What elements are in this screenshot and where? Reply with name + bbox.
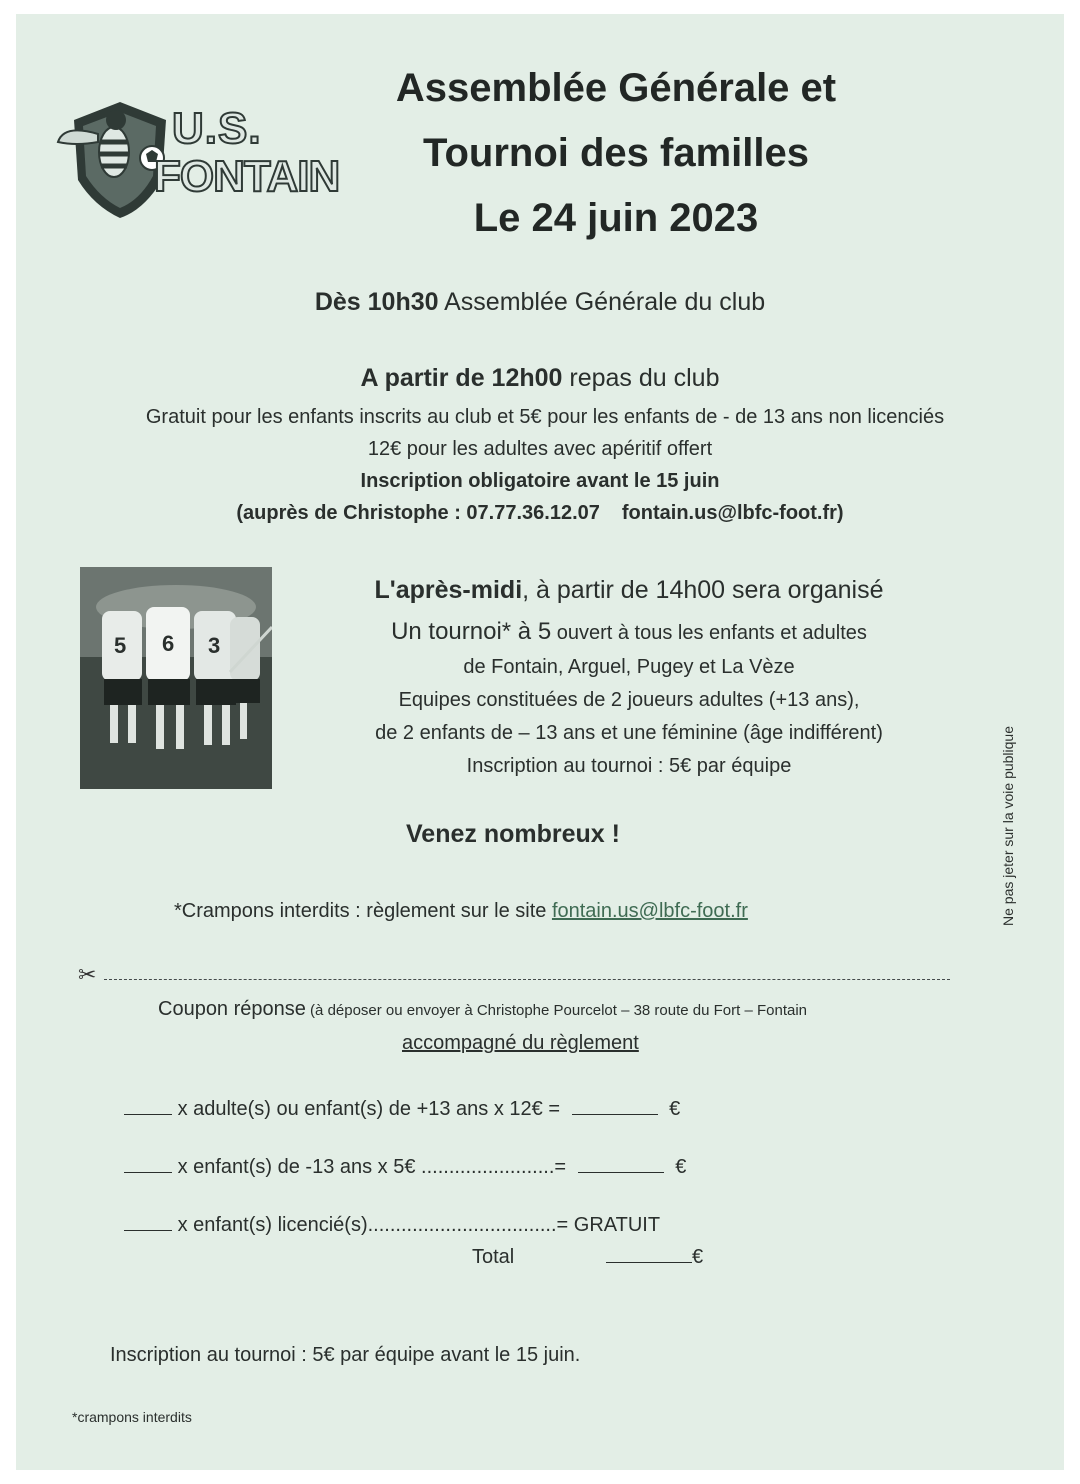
logo-text-us: U.S. [172,104,262,153]
title-line-2: Tournoi des familles [423,131,809,175]
team-huddle-photo [80,567,272,789]
footnote: *crampons interdits [72,1409,192,1425]
repas-text: repas du club [562,364,720,392]
total-euro: € [692,1246,704,1268]
crampons-link[interactable]: fontain.us@lbfc-foot.fr [551,900,748,922]
cut-line [104,979,950,980]
contact-email: fontain.us@lbfc-foot.fr [621,502,837,524]
total-amount-field[interactable] [606,1246,692,1263]
qty-adults-field[interactable] [124,1098,172,1115]
footer-line: Inscription au tournoi : 5€ par équipe avant le 15 juin. [110,1344,581,1366]
ag-line [16,288,1064,317]
contact-phone: 07.77.36.12.07 [466,502,600,524]
crampons-text: *Crampons interdits : règlement sur le site [174,900,552,922]
total-label: Total [472,1246,515,1268]
tournoi-line-1-rest: ouvert à tous les enfants et adultes [551,622,867,644]
row-3-label: x enfant(s) licencié(s)..................................= GRATUIT [177,1214,661,1236]
crampons-line [174,900,748,923]
ag-time: Dès 10h30 [314,288,439,316]
ag-text: Assemblée Générale du club [438,288,766,316]
title-line-3: Le 24 juin 2023 [473,196,759,240]
svg-text:6: 6 [162,631,175,656]
tournoi-heading [304,576,954,605]
title-line-1: Assemblée Générale et [395,66,837,110]
flyer-sheet [16,14,1064,1470]
page-title [266,56,966,251]
repas-line-3: Inscription obligatoire avant le 15 juin [360,470,720,492]
side-note: Ne pas jeter sur la voie publique [1000,725,1016,926]
repas-heading [16,364,1064,393]
coupon-row-3 [124,1214,660,1237]
coupon-title-line [158,998,807,1021]
row-2-euro: € [675,1156,687,1178]
tournoi-line-1 [304,618,954,646]
row-1-euro: € [669,1098,681,1120]
contact-suffix: ) [836,502,844,524]
coupon-row-1 [124,1098,680,1121]
row-2-label: x enfant(s) de -13 ans x 5€ ........................= [177,1156,567,1178]
svg-text:3: 3 [208,633,221,658]
tournoi-line-2: de Fontain, Arguel, Pugey et La Vèze [463,656,795,678]
tournoi-line-4: de 2 enfants de – 13 ans et une féminine (âge indifférent) [375,722,883,744]
team-huddle-image [80,567,272,789]
coupon-title: Coupon réponse [158,998,306,1020]
coupon-subtitle: accompagné du règlement [402,1032,639,1054]
tournoi-line-3: Equipes constituées de 2 joueurs adultes (+13 ans), [398,689,860,711]
repas-contact [16,502,1064,525]
qty-licensed-field[interactable] [124,1214,172,1231]
amount-children-field[interactable] [578,1156,664,1173]
amount-adults-field[interactable] [572,1098,658,1115]
coupon-row-2 [124,1156,686,1179]
repas-line-2: 12€ pour les adultes avec apéritif offert [367,438,713,460]
repas-time: A partir de 12h00 [360,364,563,392]
tournoi-head-bold: L'après-midi [374,576,523,604]
qty-children-field[interactable] [124,1156,172,1173]
total-row [606,1246,703,1269]
venez-nombreux: Venez nombreux ! [406,820,620,848]
logo-text-fontain: FONTAIN [154,152,340,201]
tournoi-head-rest: , à partir de 14h00 sera organisé [522,576,884,604]
repas-line-1: Gratuit pour les enfants inscrits au club et 5€ pour les enfants de - de 13 ans non licenciés [145,406,945,428]
tournoi-line-5: Inscription au tournoi : 5€ par équipe [466,755,792,777]
tournoi-line-1-big: Un tournoi* à 5 [391,618,552,645]
coupon-detail: (à déposer ou envoyer à Christophe Pourcelot – 38 route du Fort – Fontain [305,1002,808,1019]
contact-prefix: (auprès de Christophe : [236,502,467,524]
row-1-label: x adulte(s) ou enfant(s) de +13 ans x 12€ = [177,1098,561,1120]
scissors-icon: ✂ [78,962,97,987]
svg-text:5: 5 [114,633,127,658]
